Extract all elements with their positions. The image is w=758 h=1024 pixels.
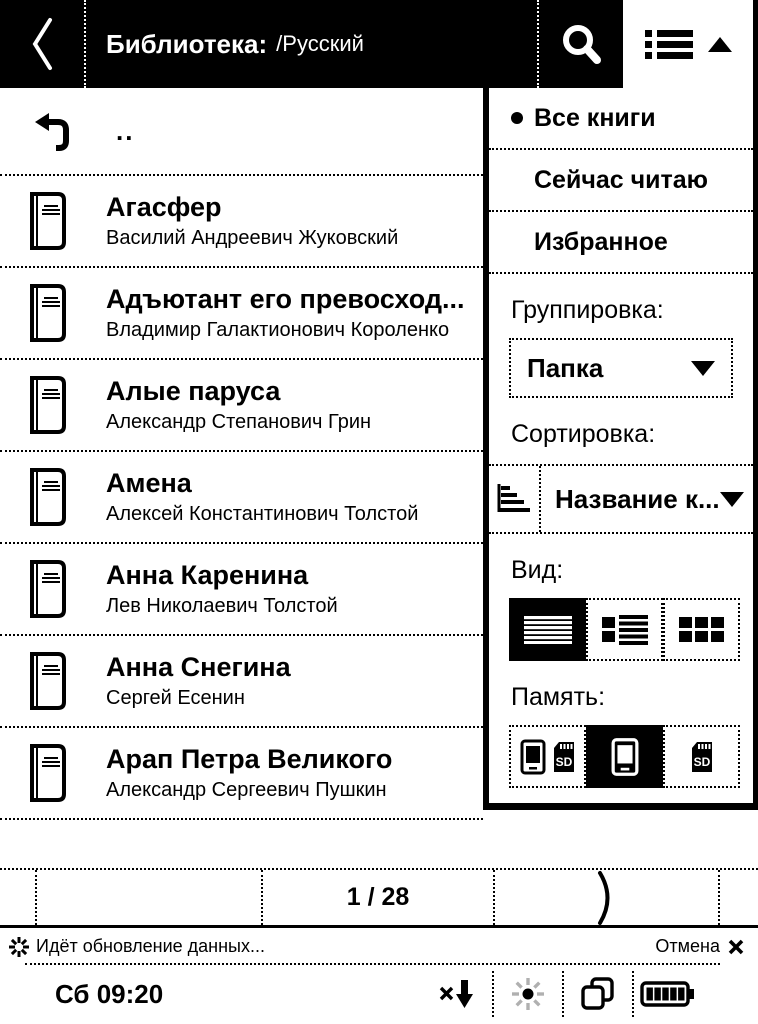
clock: Сб 09:20 [55, 978, 164, 1009]
book-cover-icon [28, 192, 66, 250]
book-title: Алые паруса [106, 376, 281, 406]
header-bar [0, 0, 758, 88]
view-grid-button[interactable] [663, 598, 740, 661]
sort-ascending-bars-icon [496, 482, 532, 516]
book-info [106, 742, 392, 804]
grid-view-icon [679, 617, 725, 643]
book-author: Сергей Есенин [106, 687, 245, 709]
sorting-dropdown[interactable] [489, 464, 753, 534]
menu-collapse-button[interactable] [623, 0, 753, 88]
sort-direction-button[interactable] [489, 466, 541, 532]
battery-icon [640, 980, 696, 1008]
battery-indicator [632, 971, 702, 1017]
book-row[interactable] [0, 636, 483, 728]
book-row[interactable] [0, 452, 483, 544]
filter-now-reading[interactable] [489, 150, 753, 212]
svg-text:SD: SD [693, 754, 710, 769]
book-author: Василий Андреевич Жуковский [106, 227, 399, 249]
book-author: Владимир Галактионович Короленко [106, 319, 450, 341]
pagination-bar [0, 868, 758, 928]
detail-view-icon [602, 615, 648, 645]
device-only-icon [611, 737, 639, 777]
book-cover-icon [28, 560, 66, 618]
book-row[interactable] [0, 268, 483, 360]
sorting-value: Название к... [555, 483, 720, 514]
page-indicator-label: 1 / 28 [346, 883, 410, 911]
view-label: Вид: [511, 556, 564, 584]
brightness-button[interactable] [492, 971, 562, 1017]
view-detail-button[interactable] [586, 598, 663, 661]
memory-device-and-sd-button[interactable] [509, 725, 586, 788]
filter-favorites[interactable] [489, 212, 753, 274]
page-indicator[interactable] [263, 870, 495, 925]
library-title: Библиотека: [106, 28, 268, 59]
book-info [106, 374, 371, 436]
book-cover-icon [28, 284, 66, 342]
selected-bullet-icon [511, 112, 523, 124]
sorting-value-cell[interactable] [541, 466, 753, 532]
book-title: Анна Каренина [106, 560, 309, 590]
filter-label: Сейчас читаю [534, 165, 708, 194]
page-refresh-icon [581, 977, 615, 1011]
grouping-label: Группировка: [511, 296, 664, 324]
status-message: Идёт обновление данных... [36, 936, 265, 956]
back-chevron-icon [28, 14, 56, 74]
status-row [0, 930, 758, 963]
pagination-left-margin [0, 870, 37, 925]
brightness-icon [510, 976, 546, 1012]
book-cover-icon [28, 376, 66, 434]
busy-spinner-icon [8, 936, 30, 958]
chevron-down-icon [720, 492, 744, 507]
book-title: Анна Снегина [106, 652, 291, 682]
memory-buttons [509, 725, 753, 788]
pagination-right-margin [720, 870, 758, 925]
view-buttons [509, 598, 753, 661]
search-button[interactable] [537, 0, 623, 88]
book-title: Амена [106, 468, 192, 498]
book-info [106, 282, 465, 344]
cancel-label: Отмена [655, 936, 720, 956]
book-cover-icon [28, 652, 66, 710]
memory-label: Память: [511, 683, 606, 711]
sync-off-icon [439, 977, 475, 1011]
sorting-label: Сортировка: [511, 420, 656, 448]
book-title: Адъютант его превосход... [106, 284, 465, 314]
device-and-sd-icon [520, 739, 576, 775]
cancel-button[interactable] [655, 936, 744, 957]
memory-device-only-button[interactable] [586, 725, 663, 788]
book-row[interactable] [0, 360, 483, 452]
book-cover-icon [28, 468, 66, 526]
book-info [106, 650, 291, 712]
next-page-button[interactable] [495, 870, 720, 925]
filter-all-books[interactable] [489, 88, 753, 150]
book-title: Арап Петра Великого [106, 744, 393, 774]
page-title [106, 0, 364, 88]
book-info [106, 558, 338, 620]
chevron-down-icon [691, 361, 715, 376]
return-up-folder-icon [32, 111, 72, 151]
list-menu-icon [645, 26, 693, 62]
page-refresh-button[interactable] [562, 971, 632, 1017]
filter-label: Все книги [534, 103, 656, 132]
book-author: Лев Николаевич Толстой [106, 595, 338, 617]
library-path: /Русский [276, 31, 364, 56]
prev-page-button[interactable] [37, 870, 263, 925]
sd-card-icon [690, 741, 714, 773]
bottom-status-bar [0, 964, 758, 1024]
book-list [0, 88, 483, 820]
book-row[interactable] [0, 176, 483, 268]
book-info [106, 190, 398, 252]
list-view-icon [524, 616, 572, 644]
filter-label: Избранное [534, 227, 668, 256]
parent-folder-row[interactable] [0, 88, 483, 176]
book-cover-icon [28, 744, 66, 802]
back-button[interactable] [0, 0, 86, 88]
book-author: Александр Степанович Грин [106, 411, 372, 433]
search-magnifier-icon [558, 21, 604, 67]
book-title: Агасфер [106, 192, 222, 222]
memory-sd-only-button[interactable] [663, 725, 740, 788]
view-list-button[interactable] [509, 598, 586, 661]
library-options-panel [483, 88, 758, 810]
close-x-icon [728, 939, 744, 955]
parent-folder-label: .. [116, 115, 135, 146]
book-info [106, 466, 418, 528]
sync-off-indicator [422, 971, 492, 1017]
grouping-value: Папка [527, 352, 604, 383]
book-row[interactable] [0, 544, 483, 636]
triangle-up-icon [708, 37, 732, 52]
svg-text:SD: SD [555, 754, 572, 769]
chevron-right-icon [595, 869, 619, 927]
book-author: Алексей Константинович Толстой [106, 503, 419, 525]
book-author: Александр Сергеевич Пушкин [106, 779, 387, 801]
book-row[interactable] [0, 728, 483, 820]
grouping-dropdown[interactable] [509, 338, 733, 398]
status-icons [422, 971, 702, 1017]
